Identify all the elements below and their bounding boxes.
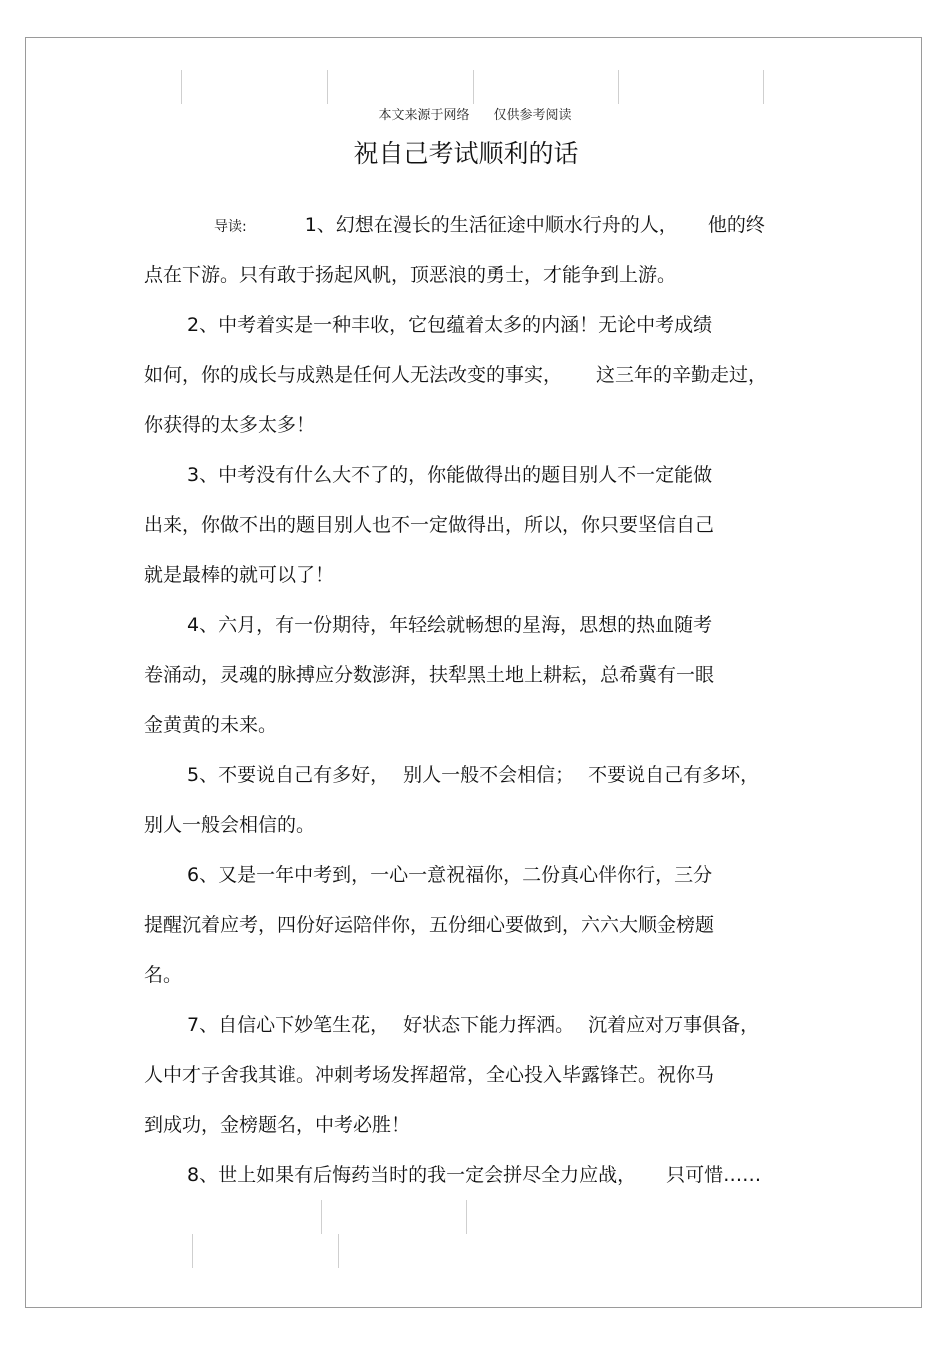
- paragraph-line: 3、中考没有什么大不了的，你能做得出的题目别人不一定能做: [187, 464, 713, 486]
- paragraph-line: [144, 363, 767, 387]
- margin-mark: [466, 1200, 467, 1234]
- margin-mark: [181, 70, 182, 104]
- margin-mark: [338, 1234, 339, 1268]
- line-text: 不要说自己有多坏，: [588, 764, 760, 786]
- line-text: 1、幻想在漫长的生活征途中顺水行舟的人，: [304, 214, 678, 236]
- paragraph-line: 到成功，金榜题名，中考必胜！: [144, 1114, 411, 1136]
- line-text: 沉着应对万事俱备，: [588, 1014, 760, 1036]
- paragraph-line: [214, 213, 765, 239]
- document-title: 祝自己考试顺利的话: [353, 139, 579, 168]
- line-text: 如何，你的成长与成熟是任何人无法改变的事实，: [144, 364, 563, 386]
- margin-mark: [327, 70, 328, 104]
- line-text: 他的终: [707, 214, 765, 236]
- paragraph-line: 你获得的太多太多！: [144, 414, 316, 436]
- line-text: 5、不要说自己有多好，: [187, 764, 390, 786]
- paragraph-line: 2、中考着实是一种丰收，它包蕴着太多的内涵！无论中考成绩: [187, 314, 713, 336]
- line-text: 别人一般不会相信；: [403, 764, 575, 786]
- line-text: 好状态下能力挥洒。: [403, 1014, 575, 1036]
- paragraph-line: 卷涌动，灵魂的脉搏应分数澎湃，扶犁黑土地上耕耘，总希冀有一眼: [144, 664, 715, 686]
- source-note-right: 仅供参考阅读: [493, 108, 572, 123]
- paragraph-line: [187, 763, 759, 787]
- margin-mark: [763, 70, 764, 104]
- paragraph-line: 4、六月，有一份期待，年轻绘就畅想的星海，思想的热血随考: [187, 614, 713, 636]
- intro-label: 导读:: [214, 219, 247, 235]
- paragraph-line: 6、又是一年中考到，一心一意祝福你，二份真心伴你行，三分: [187, 864, 713, 886]
- paragraph-line: 点在下游。只有敢于扬起风帆，顶恶浪的勇士，才能争到上游。: [144, 264, 677, 286]
- paragraph-line: 名。: [144, 964, 183, 986]
- paragraph-line: 金黄黄的未来。: [144, 714, 278, 736]
- margin-mark: [473, 70, 474, 104]
- source-note: [0, 104, 950, 123]
- line-text: 这三年的辛勤走过，: [596, 364, 768, 386]
- line-text: 7、自信心下妙笔生花，: [187, 1014, 390, 1036]
- source-note-left: 本文来源于网络: [378, 108, 470, 123]
- line-text: 只可惜……: [666, 1164, 762, 1186]
- paragraph-line: 出来，你做不出的题目别人也不一定做得出，所以，你只要坚信自己: [144, 514, 715, 536]
- paragraph-line: [187, 1163, 761, 1187]
- margin-mark: [321, 1200, 322, 1234]
- paragraph-line: 别人一般会相信的。: [144, 814, 316, 836]
- line-text: 8、世上如果有后悔药当时的我一定会拼尽全力应战，: [187, 1164, 637, 1186]
- paragraph-line: 就是最棒的就可以了！: [144, 564, 335, 586]
- margin-mark: [618, 70, 619, 104]
- paragraph-line: 人中才子舍我其谁。冲刺考场发挥超常，全心投入毕露锋芒。祝你马: [144, 1064, 715, 1086]
- margin-mark: [192, 1234, 193, 1268]
- paragraph-line: [187, 1013, 759, 1037]
- paragraph-line: 提醒沉着应考，四份好运陪伴你，五份细心要做到，六六大顺金榜题: [144, 914, 715, 936]
